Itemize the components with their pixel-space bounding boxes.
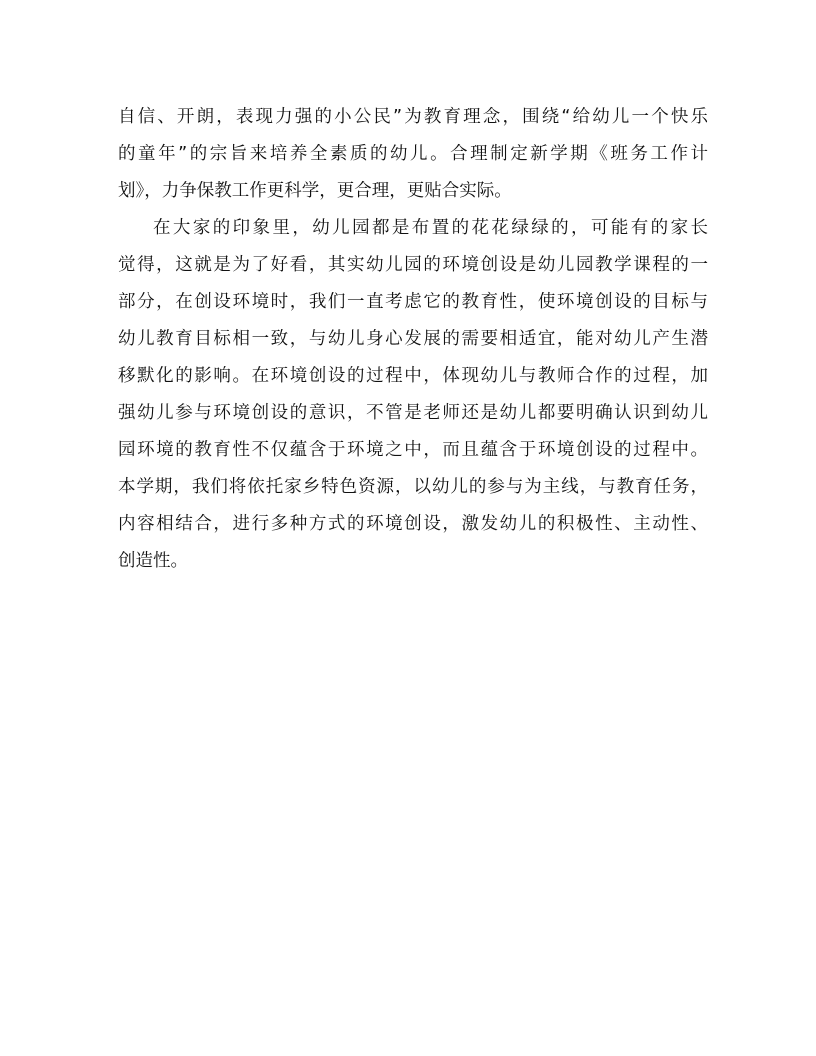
text-line: 在大家的印象里，幼儿园都是布置的花花绿绿的，可能有的家长 [153, 218, 708, 238]
text-line: 部分，在创设环境时，我们一直考虑它的教育性，使环境创设的目标与 [118, 292, 708, 312]
text-line: 强幼儿参与环境创设的意识，不管是老师还是幼儿都要明确认识到幼儿 [118, 403, 708, 423]
text-line: 移默化的影响。在环境创设的过程中，体现幼儿与教师合作的过程，加 [118, 366, 708, 386]
text-line: 内容相结合，进行多种方式的环境创设，激发幼儿的积极性、主动性、 [118, 514, 708, 534]
text-line: 幼儿教育目标相一致，与幼儿身心发展的需要相适宜，能对幼儿产生潜 [118, 329, 708, 349]
text-line: 觉得，这就是为了好看，其实幼儿园的环境创设是幼儿园教学课程的一 [118, 255, 708, 275]
paragraph-1 [118, 99, 708, 210]
text-line: 划》，力争保教工作更科学，更合理，更贴合实际。 [118, 181, 512, 201]
text-line: 的童年”的宗旨来培养全素质的幼儿。合理制定新学期《班务工作计 [118, 144, 708, 164]
text-line: 园环境的教育性不仅蕴含于环境之中，而且蕴含于环境创设的过程中。 [118, 440, 708, 460]
text-line: 自信、开朗，表现力强的小公民”为教育理念，围绕“给幼儿一个快乐 [118, 107, 708, 127]
text-line: 本学期，我们将依托家乡特色资源，以幼儿的参与为主线，与教育任务， [118, 477, 708, 497]
text-line: 创造性。 [118, 551, 188, 571]
paragraph-2 [118, 210, 708, 580]
document-body [118, 99, 708, 580]
